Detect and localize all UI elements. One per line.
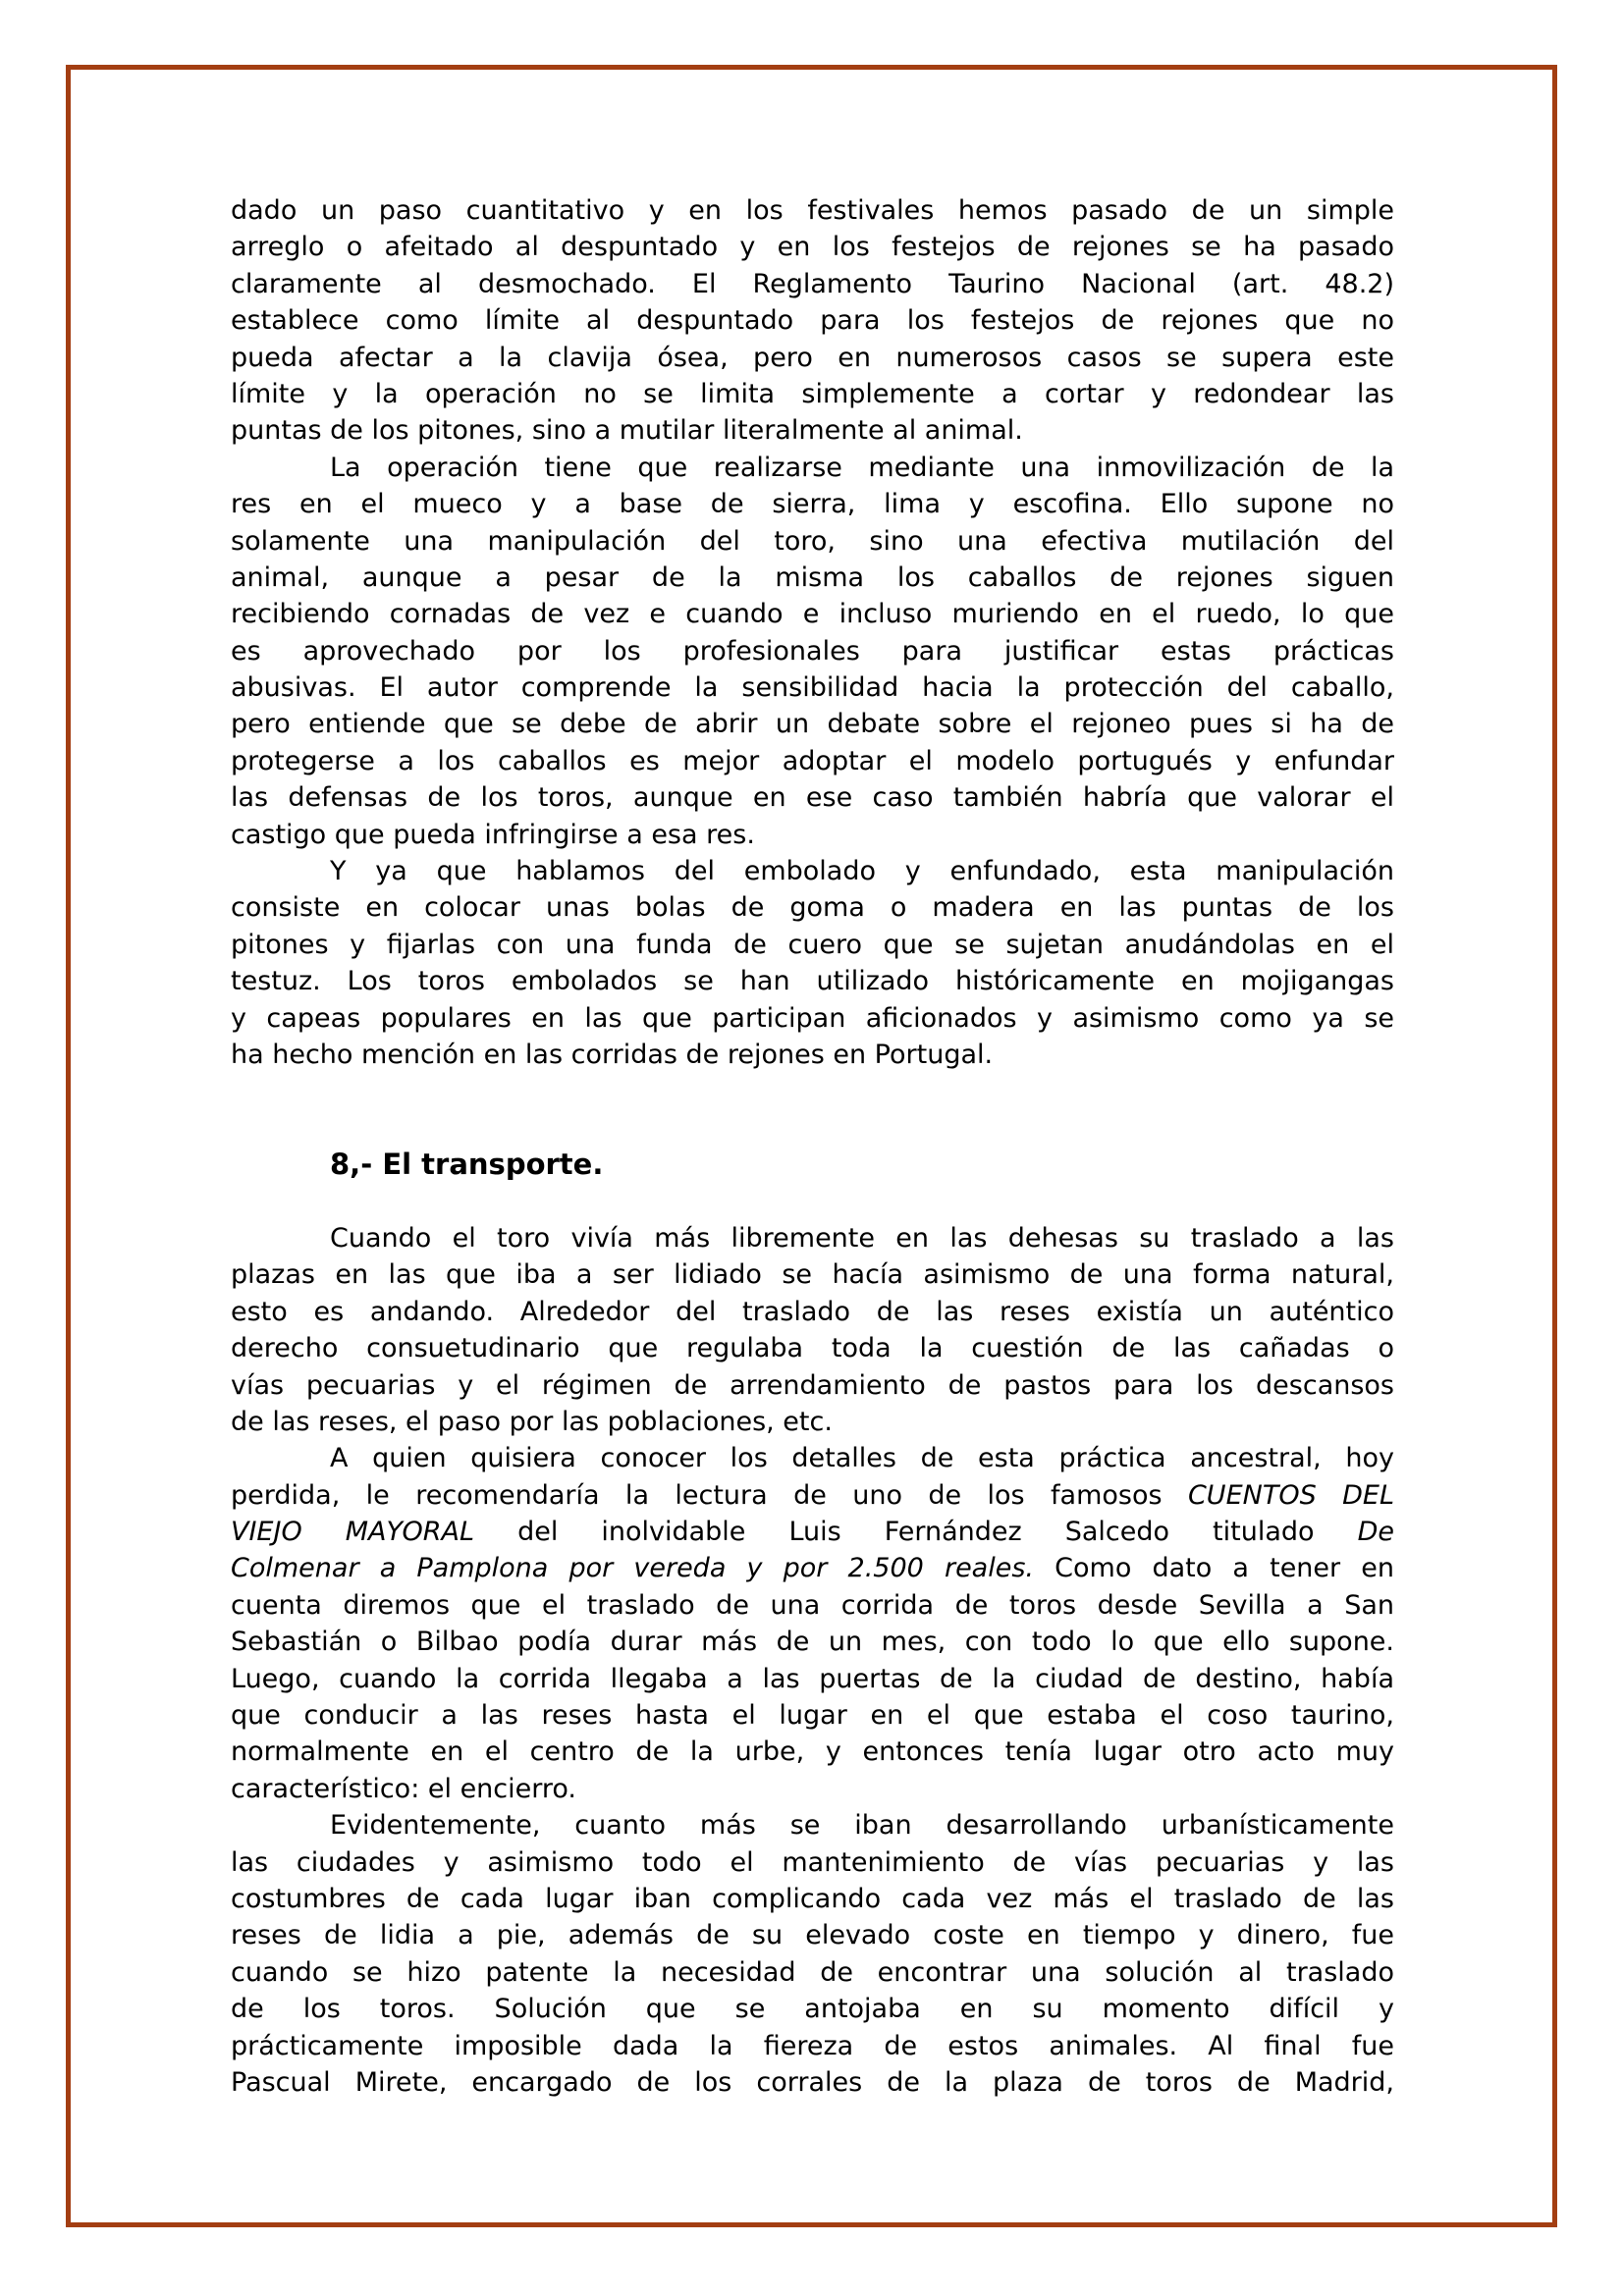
text-line: establece como límite al despuntado para los festejos de rejones que no (231, 305, 1394, 337)
text-line (231, 1477, 1394, 1514)
text-line: dado un paso cuantitativo y en los festivales hemos pasado de un simple (231, 195, 1394, 226)
text-line: animal, aunque a pesar de la misma los caballos de rejones siguen (231, 561, 1394, 593)
document-body (231, 192, 1394, 2101)
text-line: las defensas de los toros, aunque en ese caso también habría que valorar el (231, 782, 1394, 814)
text-line: Cuando el toro vivía más libremente en las dehesas su traslado a las (330, 1222, 1394, 1254)
text-line: esto es andando. Alrededor del traslado de las reses existía un auténtico (231, 1296, 1394, 1327)
text-line: La operación tiene que realizarse mediante una inmovilización de la (330, 452, 1394, 483)
text-line: costumbres de cada lugar iban complicando cada vez más el traslado de las (231, 1884, 1394, 1914)
text-line: protegerse a los caballos es mejor adoptar el modelo portugués y enfundar (231, 745, 1394, 776)
text-line: que conducir a las reses hasta el lugar en el que estaba el coso taurino, (231, 1700, 1394, 1732)
text-line: cuenta diremos que el traslado de una corrida de toros desde Sevilla a San (231, 1589, 1394, 1621)
text-line (231, 1514, 1394, 1550)
text-line: pueda afectar a la clavija ósea, pero en numerosos casos se supera este (231, 342, 1394, 373)
text-line: límite y la operación no se limita simplemente a cortar y redondear las (231, 378, 1394, 409)
text-line: reses de lidia a pie, además de su elevado coste en tiempo y dinero, fue (231, 1920, 1394, 1951)
text-run: del inolvidable Luis Fernández Salcedo titulado (474, 1517, 1358, 1548)
text-line: de los toros. Solución que se antojaba en su momento difícil y (231, 1994, 1394, 2025)
text-line: castigo que pueda infringirse a esa res. (231, 819, 755, 850)
text-line: solamente una manipulación del toro, sino una efectiva mutilación del (231, 525, 1394, 557)
text-line: A quien quisiera conocer los detalles de esta práctica ancestral, hoy (330, 1443, 1394, 1474)
text-line: pitones y fijarlas con una funda de cuero que se sujetan anudándolas en el (231, 929, 1394, 960)
text-line: abusivas. El autor comprende la sensibilidad hacia la protección del caballo, (231, 672, 1394, 704)
text-line: cuando se hizo patente la necesidad de encontrar una solución al traslado (231, 1956, 1394, 1988)
text-line (231, 1550, 1394, 1586)
text-line: claramente al desmochado. El Reglamento Taurino Nacional (art. 48.2) (231, 268, 1394, 299)
italic-text-run: De (1357, 1517, 1394, 1548)
text-line: pero entiende que se debe de abrir un debate sobre el rejoneo pues si ha de (231, 709, 1394, 740)
text-line: res en el mueco y a base de sierra, lima y escofina. Ello supone no (231, 489, 1394, 520)
text-line: recibiendo cornadas de vez e cuando e incluso muriendo en el ruedo, lo que (231, 599, 1394, 630)
text-line: las ciudades y asimismo todo el mantenimiento de vías pecuarias y las (231, 1846, 1394, 1878)
text-line: testuz. Los toros embolados se han utilizado históricamente en mojigangas (231, 966, 1394, 997)
text-line: prácticamente imposible dada la fiereza de estos animales. Al final fue (231, 2030, 1394, 2061)
italic-text-run: Colmenar a Pamplona por vereda y por 2.500 reales. (231, 1553, 1034, 1584)
text-line: es aprovechado por los profesionales para justificar estas prácticas (231, 635, 1394, 667)
italic-text-run: VIEJO MAYORAL (231, 1517, 475, 1548)
text-line: arreglo o afeitado al despuntado y en los festejos de rejones se ha pasado (231, 232, 1394, 263)
text-line: Y ya que hablamos del embolado y enfundado, esta manipulación (330, 856, 1394, 887)
text-line: ha hecho mención en las corridas de rejones en Portugal. (231, 1039, 994, 1070)
text-line: Luego, cuando la corrida llegaba a las puertas de la ciudad de destino, había (231, 1663, 1394, 1694)
text-line: derecho consuetudinario que regulaba toda la cuestión de las cañadas o (231, 1333, 1394, 1364)
text-line: vías pecuarias y el régimen de arrendamiento de pastos para los descansos (231, 1369, 1394, 1401)
italic-text-run: CUENTOS DEL (1187, 1479, 1395, 1511)
text-run: perdida, le recomendaría la lectura de uno de los famosos (231, 1479, 1188, 1511)
text-line: y capeas populares en las que participan aficionados y asimismo como ya se (231, 1002, 1394, 1034)
text-line: plazas en las que iba a ser lidiado se hacía asimismo de una forma natural, (231, 1259, 1394, 1291)
text-line: de las reses, el paso por las poblaciones, etc. (231, 1406, 833, 1437)
section-heading: 8,- El transporte. (330, 1148, 604, 1182)
text-line: consiste en colocar unas bolas de goma o madera en las puntas de los (231, 892, 1394, 924)
text-line: normalmente en el centro de la urbe, y entonces tenía lugar otro acto muy (231, 1736, 1394, 1768)
text-line: puntas de los pitones, sino a mutilar literalmente al animal. (231, 415, 1023, 447)
text-line: Pascual Mirete, encargado de los corrales de la plaza de toros de Madrid, (231, 2066, 1394, 2098)
text-run: Como dato a tener en (1034, 1553, 1394, 1584)
text-line: característico: el encierro. (231, 1773, 577, 1804)
text-line: Evidentemente, cuanto más se iban desarrollando urbanísticamente (330, 1810, 1394, 1842)
text-line: Sebastián o Bilbao podía durar más de un mes, con todo lo que ello supone. (231, 1627, 1394, 1658)
